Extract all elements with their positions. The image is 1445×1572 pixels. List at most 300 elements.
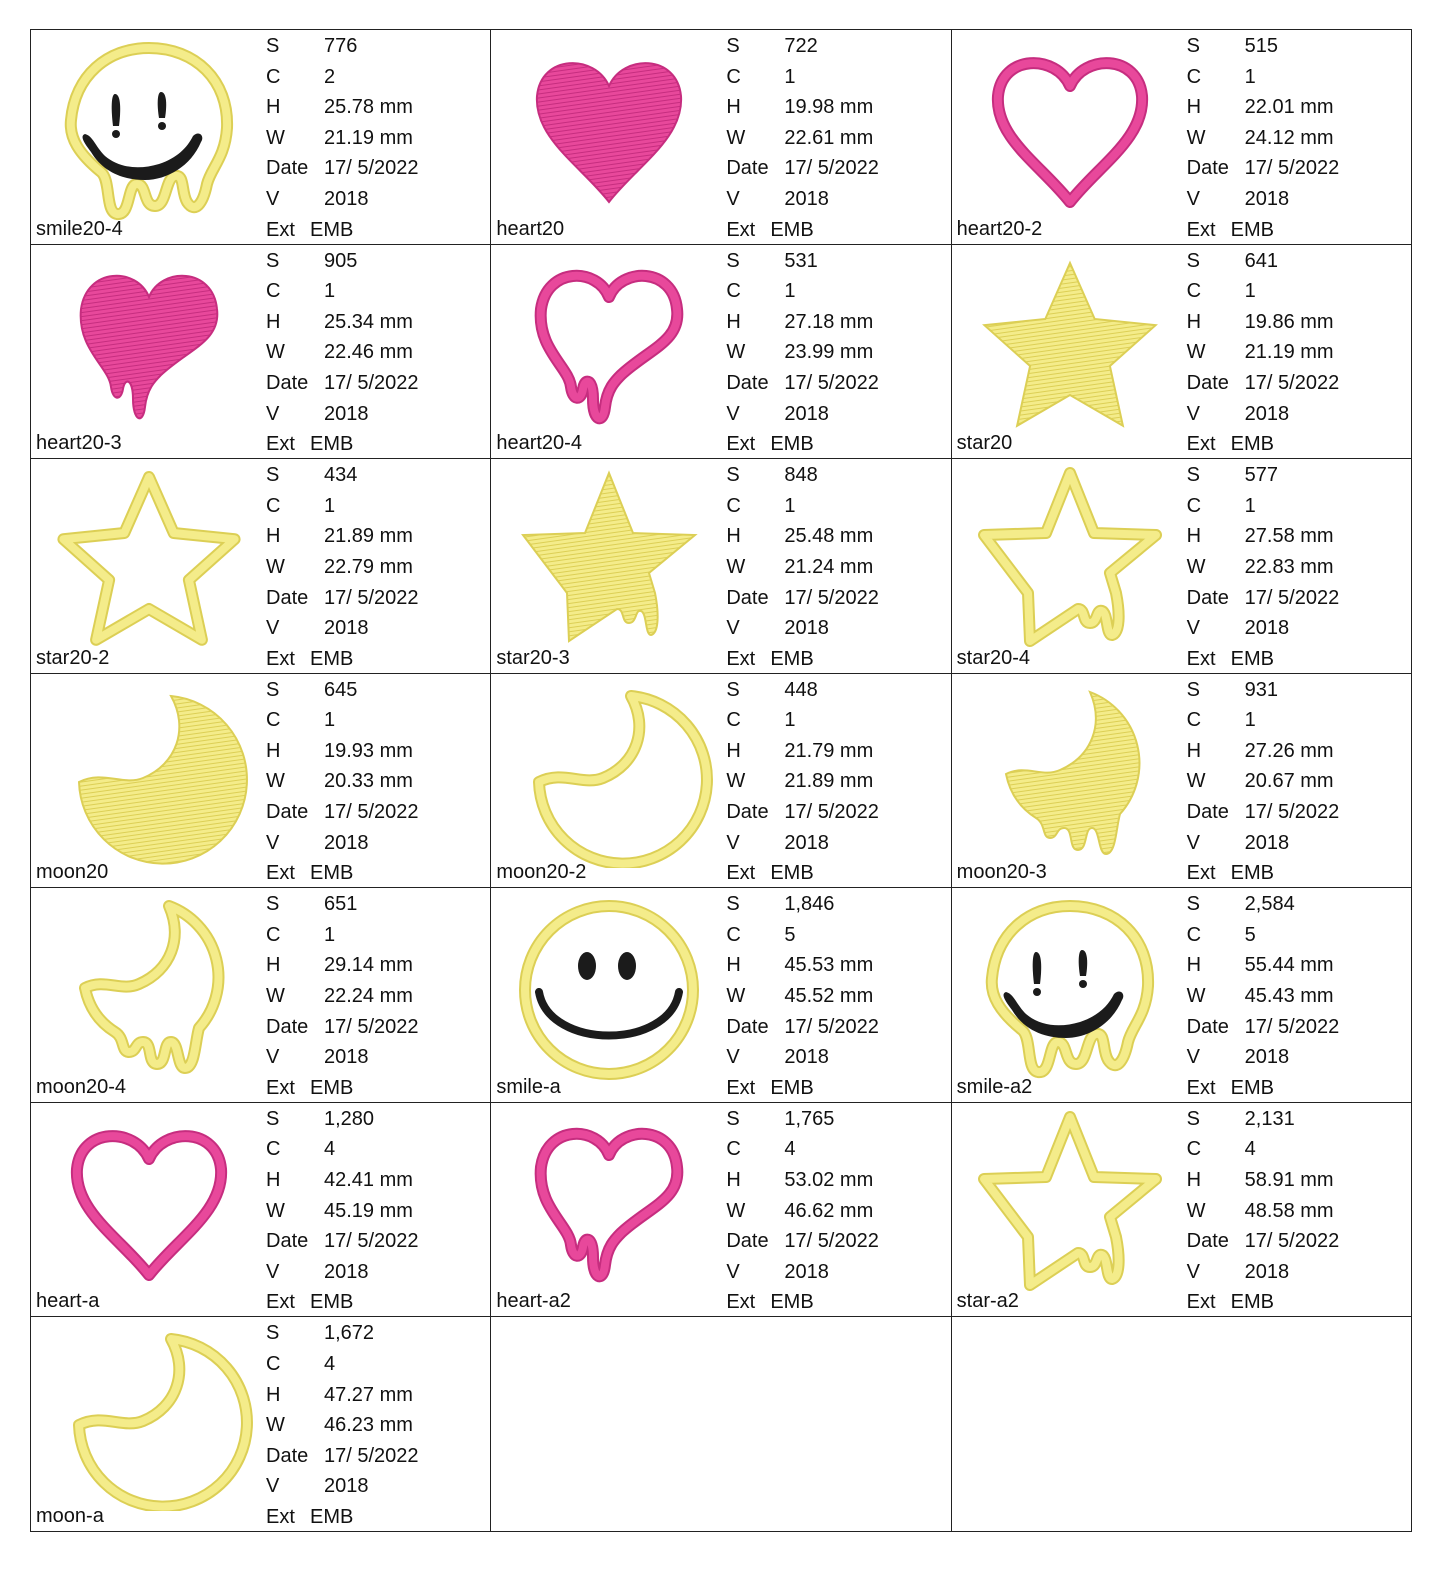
spec-label-c: C [266, 923, 281, 946]
spec-row-ext [726, 429, 879, 459]
spec-row-h [266, 521, 419, 552]
spec-value-date: 17/ 5/2022 [784, 157, 879, 180]
spec-label-s: S [1186, 1107, 1200, 1130]
spec-label-v: V [266, 1475, 280, 1498]
spec-row-ext [726, 858, 879, 888]
spec-label-s: S [726, 35, 740, 57]
spec-row-c [266, 276, 419, 307]
spec-row-date [726, 368, 879, 399]
spec-label-c: C [1186, 280, 1202, 303]
design-specs [266, 1104, 419, 1318]
spec-row-date [1187, 368, 1340, 399]
spec-label-ext: Ext [1186, 218, 1216, 241]
spec-value-s: 722 [784, 35, 818, 57]
heart-drip-outline-icon [503, 1107, 715, 1297]
spec-row-date [266, 153, 419, 184]
spec-value-v: 2018 [324, 1260, 369, 1283]
spec-value-w: 46.23 mm [324, 1414, 413, 1437]
spec-label-v: V [266, 831, 280, 854]
spec-value-w: 22.46 mm [324, 341, 413, 364]
spec-label-date: Date [1186, 157, 1229, 180]
spec-row-c [1187, 62, 1340, 93]
spec-label-date: Date [726, 157, 769, 180]
spec-label-v: V [726, 1260, 740, 1283]
spec-label-ext: Ext [266, 433, 295, 456]
spec-row-w [266, 1196, 419, 1227]
design-card [31, 245, 491, 460]
spec-row-date [726, 797, 879, 828]
spec-row-v [1187, 184, 1340, 215]
spec-row-c [726, 920, 879, 951]
spec-row-h [266, 736, 419, 767]
spec-row-date [266, 797, 419, 828]
design-filename: smile-a [496, 1075, 561, 1098]
spec-row-s [1187, 460, 1340, 491]
spec-row-ext [1187, 215, 1340, 245]
spec-label-v: V [266, 187, 280, 210]
spec-value-v: 2018 [784, 1046, 829, 1069]
spec-label-ext: Ext [1186, 647, 1216, 670]
spec-value-w: 21.89 mm [784, 770, 874, 793]
spec-row-date [1187, 797, 1340, 828]
spec-label-ext: Ext [1186, 1291, 1216, 1314]
spec-row-w [266, 766, 419, 797]
spec-row-v [1187, 828, 1340, 859]
spec-row-s [266, 246, 419, 277]
spec-value-ext: EMB [770, 647, 814, 670]
spec-row-v [266, 399, 419, 430]
spec-row-w [266, 981, 419, 1012]
spec-row-v [266, 1257, 419, 1288]
spec-label-w: W [726, 985, 746, 1008]
spec-label-c: C [266, 65, 281, 88]
spec-label-c: C [726, 65, 741, 88]
spec-label-c: C [726, 494, 741, 517]
spec-label-date: Date [1186, 1015, 1229, 1038]
design-specs [266, 1318, 419, 1532]
spec-label-h: H [726, 1169, 741, 1192]
heart-fill-icon [503, 34, 715, 224]
spec-row-c [726, 276, 879, 307]
spec-label-s: S [266, 1322, 280, 1345]
spec-row-s [726, 1104, 879, 1135]
spec-label-ext: Ext [726, 647, 756, 670]
spec-label-h: H [726, 310, 741, 333]
spec-value-w: 24.12 mm [1244, 126, 1334, 149]
spec-label-w: W [266, 770, 285, 793]
spec-row-w [266, 123, 419, 154]
spec-row-c [1187, 920, 1340, 951]
spec-value-w: 21.19 mm [324, 126, 413, 149]
spec-label-s: S [726, 464, 740, 487]
spec-label-w: W [726, 770, 746, 793]
spec-value-c: 1 [784, 494, 796, 517]
heart-drip-fill-icon [43, 249, 255, 439]
heart-drip-outline-icon [503, 249, 715, 439]
spec-value-v: 2018 [324, 617, 369, 640]
spec-row-w [726, 123, 879, 154]
spec-row-date [726, 1012, 879, 1043]
design-card [952, 674, 1412, 889]
spec-value-s: 577 [1244, 464, 1279, 487]
spec-row-ext [1187, 1073, 1340, 1103]
design-card [31, 1103, 491, 1318]
spec-value-c: 1 [1244, 709, 1256, 732]
spec-label-ext: Ext [726, 1291, 756, 1314]
spec-label-ext: Ext [266, 647, 295, 670]
smile-drip-icon [964, 892, 1176, 1082]
spec-value-w: 20.67 mm [1244, 770, 1334, 793]
spec-value-c: 4 [324, 1138, 336, 1161]
spec-label-date: Date [1186, 371, 1229, 394]
spec-value-v: 2018 [1244, 831, 1290, 854]
spec-value-date: 17/ 5/2022 [784, 371, 879, 394]
spec-value-s: 645 [324, 678, 358, 701]
spec-value-w: 22.61 mm [784, 126, 874, 149]
spec-value-ext: EMB [310, 1505, 354, 1528]
spec-value-c: 2 [324, 65, 336, 88]
spec-row-w [1187, 123, 1340, 154]
spec-row-w [1187, 337, 1340, 368]
spec-row-ext [266, 858, 419, 888]
spec-label-h: H [266, 525, 281, 548]
spec-value-s: 848 [784, 464, 818, 487]
spec-row-s [726, 460, 879, 491]
design-specs [726, 31, 879, 245]
moon-outline-icon [503, 678, 715, 868]
spec-row-v [266, 184, 419, 215]
spec-row-s [266, 31, 419, 62]
spec-value-ext: EMB [1230, 433, 1274, 456]
spec-value-w: 22.24 mm [324, 985, 413, 1008]
spec-label-ext: Ext [726, 1076, 756, 1099]
design-specs [266, 246, 419, 460]
design-filename: smile20-4 [36, 217, 123, 240]
spec-label-v: V [1186, 1260, 1200, 1283]
moon-drip-outline-icon [43, 892, 255, 1082]
design-filename: moon20-4 [36, 1075, 127, 1098]
spec-value-ext: EMB [310, 433, 354, 456]
spec-label-h: H [266, 310, 281, 333]
spec-label-w: W [726, 1199, 746, 1222]
spec-label-w: W [1186, 341, 1206, 364]
empty-cell [491, 1317, 951, 1532]
spec-row-h [266, 1380, 419, 1411]
spec-label-ext: Ext [1186, 862, 1216, 885]
spec-row-h [1187, 92, 1340, 123]
spec-value-date: 17/ 5/2022 [324, 801, 419, 824]
spec-label-ext: Ext [266, 862, 295, 885]
spec-value-date: 17/ 5/2022 [784, 1230, 879, 1253]
spec-row-date [1187, 153, 1340, 184]
spec-value-v: 2018 [1244, 1046, 1290, 1069]
spec-value-h: 22.01 mm [1244, 96, 1334, 119]
spec-label-h: H [726, 954, 741, 977]
star-outline-icon [43, 463, 255, 653]
spec-row-date [1187, 583, 1340, 614]
spec-label-date: Date [266, 1444, 309, 1467]
spec-label-ext: Ext [266, 1291, 295, 1314]
design-specs [266, 460, 419, 674]
design-catalog-grid [30, 29, 1412, 1532]
spec-value-w: 21.19 mm [1244, 341, 1334, 364]
spec-value-ext: EMB [310, 1291, 354, 1314]
spec-row-date [266, 1226, 419, 1257]
spec-label-v: V [1186, 1046, 1200, 1069]
spec-value-c: 1 [324, 923, 336, 946]
spec-row-w [726, 1196, 879, 1227]
spec-label-w: W [1186, 770, 1206, 793]
design-specs [1187, 460, 1340, 674]
spec-value-h: 47.27 mm [324, 1383, 413, 1406]
spec-value-w: 23.99 mm [784, 341, 874, 364]
spec-value-h: 25.34 mm [324, 310, 413, 333]
spec-row-ext [266, 215, 419, 245]
spec-label-h: H [726, 525, 741, 548]
spec-label-c: C [266, 494, 281, 517]
spec-label-date: Date [1186, 586, 1229, 609]
spec-label-s: S [266, 464, 280, 487]
spec-row-c [1187, 1134, 1340, 1165]
spec-value-v: 2018 [1244, 402, 1290, 425]
spec-label-w: W [1186, 555, 1206, 578]
spec-value-w: 45.43 mm [1244, 985, 1334, 1008]
design-filename: star20 [956, 432, 1013, 455]
design-card [31, 459, 491, 674]
spec-label-w: W [726, 555, 746, 578]
spec-value-s: 2,131 [1244, 1107, 1295, 1130]
spec-row-v [266, 828, 419, 859]
spec-value-c: 1 [784, 709, 796, 732]
spec-value-c: 1 [1244, 280, 1256, 303]
spec-row-c [266, 705, 419, 736]
spec-row-ext [1187, 1287, 1340, 1317]
spec-value-s: 1,280 [324, 1107, 375, 1130]
spec-row-h [726, 950, 879, 981]
spec-row-c [726, 491, 879, 522]
design-filename: heart-a2 [496, 1290, 571, 1313]
spec-row-w [726, 552, 879, 583]
spec-row-s [266, 460, 419, 491]
spec-row-h [726, 521, 879, 552]
spec-label-s: S [1186, 464, 1200, 487]
design-filename: star20-3 [496, 646, 570, 669]
design-filename: star20-4 [956, 646, 1031, 669]
spec-label-v: V [266, 1046, 280, 1069]
spec-row-s [1187, 246, 1340, 277]
spec-value-v: 2018 [784, 1260, 829, 1283]
spec-value-ext: EMB [770, 1076, 814, 1099]
spec-row-s [726, 246, 879, 277]
spec-value-h: 19.86 mm [1244, 310, 1334, 333]
moon-fill-icon [43, 678, 255, 868]
spec-value-w: 20.33 mm [324, 770, 413, 793]
spec-row-c [726, 62, 879, 93]
design-card [491, 1103, 951, 1318]
spec-value-date: 17/ 5/2022 [1244, 801, 1340, 824]
spec-value-s: 434 [324, 464, 358, 487]
spec-row-c [266, 1349, 419, 1380]
spec-row-date [266, 368, 419, 399]
spec-value-h: 19.93 mm [324, 739, 413, 762]
design-specs [1187, 675, 1340, 889]
spec-label-w: W [266, 341, 285, 364]
spec-label-h: H [1186, 525, 1202, 548]
spec-row-date [726, 153, 879, 184]
spec-value-ext: EMB [1230, 1076, 1274, 1099]
spec-value-v: 2018 [784, 831, 829, 854]
spec-value-s: 1,765 [784, 1107, 835, 1130]
design-filename: moon20-3 [956, 861, 1047, 884]
spec-label-v: V [266, 617, 280, 640]
spec-row-ext [1187, 644, 1340, 674]
spec-value-c: 4 [324, 1353, 336, 1376]
spec-value-date: 17/ 5/2022 [1244, 157, 1340, 180]
spec-value-v: 2018 [1244, 617, 1290, 640]
spec-value-v: 2018 [324, 402, 369, 425]
spec-row-h [1187, 521, 1340, 552]
spec-label-c: C [266, 709, 281, 732]
spec-value-w: 22.83 mm [1244, 555, 1334, 578]
spec-row-h [266, 950, 419, 981]
spec-label-v: V [1186, 402, 1200, 425]
spec-label-s: S [266, 893, 280, 916]
design-card [491, 30, 951, 245]
spec-value-h: 58.91 mm [1244, 1169, 1334, 1192]
spec-value-date: 17/ 5/2022 [784, 1015, 879, 1038]
spec-label-w: W [266, 985, 285, 1008]
design-card [491, 674, 951, 889]
design-specs [1187, 31, 1340, 245]
moon-outline-icon [43, 1321, 255, 1511]
spec-value-ext: EMB [310, 647, 354, 670]
spec-row-h [726, 1165, 879, 1196]
spec-row-date [726, 583, 879, 614]
spec-value-h: 55.44 mm [1244, 954, 1334, 977]
star-drip-outline-icon [964, 463, 1176, 653]
spec-row-v [1187, 1257, 1340, 1288]
spec-label-s: S [1186, 35, 1200, 57]
spec-value-h: 27.58 mm [1244, 525, 1334, 548]
spec-label-ext: Ext [726, 218, 756, 241]
spec-value-w: 45.19 mm [324, 1199, 413, 1222]
spec-label-s: S [726, 1107, 740, 1130]
spec-label-ext: Ext [1186, 1076, 1216, 1099]
design-specs [1187, 246, 1340, 460]
spec-label-w: W [266, 1199, 285, 1222]
spec-value-date: 17/ 5/2022 [324, 1230, 419, 1253]
design-card [31, 674, 491, 889]
spec-label-v: V [726, 831, 740, 854]
spec-label-w: W [1186, 985, 1206, 1008]
spec-label-h: H [1186, 739, 1202, 762]
spec-row-h [726, 736, 879, 767]
spec-label-w: W [1186, 1199, 1206, 1222]
spec-label-c: C [1186, 494, 1202, 517]
star-drip-outline-icon [964, 1107, 1176, 1297]
spec-value-c: 5 [784, 923, 796, 946]
spec-row-v [726, 828, 879, 859]
spec-label-v: V [726, 617, 740, 640]
spec-row-v [1187, 613, 1340, 644]
spec-value-v: 2018 [1244, 1260, 1290, 1283]
spec-value-s: 776 [324, 35, 358, 57]
spec-label-c: C [266, 1353, 281, 1376]
spec-row-v [1187, 1042, 1340, 1073]
spec-value-w: 45.52 mm [784, 985, 874, 1008]
spec-row-c [266, 920, 419, 951]
spec-value-s: 531 [784, 249, 818, 272]
heart-outline-icon [964, 34, 1176, 224]
spec-label-s: S [726, 893, 740, 916]
spec-value-h: 21.89 mm [324, 525, 413, 548]
spec-label-c: C [1186, 923, 1202, 946]
spec-label-h: H [726, 96, 741, 119]
spec-value-v: 2018 [784, 617, 829, 640]
spec-value-c: 5 [1244, 923, 1256, 946]
spec-row-s [266, 675, 419, 706]
spec-value-w: 21.24 mm [784, 555, 874, 578]
spec-label-w: W [726, 126, 746, 149]
spec-value-ext: EMB [1230, 1291, 1274, 1314]
spec-label-date: Date [266, 801, 309, 824]
spec-row-c [726, 1134, 879, 1165]
spec-row-s [726, 889, 879, 920]
spec-row-w [1187, 552, 1340, 583]
spec-value-w: 22.79 mm [324, 555, 413, 578]
spec-value-c: 4 [784, 1138, 796, 1161]
spec-row-s [726, 675, 879, 706]
spec-row-w [266, 1410, 419, 1441]
design-specs [1187, 889, 1340, 1103]
spec-label-h: H [266, 739, 281, 762]
spec-label-date: Date [1186, 801, 1229, 824]
spec-value-v: 2018 [324, 187, 369, 210]
empty-cell [952, 1317, 1412, 1532]
spec-value-h: 27.26 mm [1244, 739, 1334, 762]
design-card [491, 459, 951, 674]
spec-row-date [266, 583, 419, 614]
spec-label-s: S [1186, 678, 1200, 701]
spec-label-c: C [266, 1138, 281, 1161]
spec-label-s: S [266, 249, 280, 272]
spec-value-h: 25.48 mm [784, 525, 874, 548]
spec-label-ext: Ext [266, 1076, 295, 1099]
spec-value-c: 1 [324, 280, 336, 303]
spec-value-date: 17/ 5/2022 [1244, 371, 1340, 394]
spec-label-c: C [1186, 65, 1202, 88]
design-filename: star20-2 [36, 646, 110, 669]
spec-label-h: H [266, 1383, 281, 1406]
spec-value-s: 1,672 [324, 1322, 375, 1345]
spec-label-v: V [1186, 617, 1200, 640]
spec-row-date [266, 1012, 419, 1043]
spec-label-w: W [266, 126, 285, 149]
spec-label-date: Date [726, 1230, 769, 1253]
spec-label-s: S [266, 1107, 280, 1130]
design-filename: heart20-2 [956, 217, 1043, 240]
design-filename: star-a2 [956, 1290, 1019, 1313]
spec-label-ext: Ext [1186, 433, 1216, 456]
smile-icon [503, 892, 715, 1082]
spec-row-s [1187, 1104, 1340, 1135]
spec-value-s: 931 [1244, 678, 1279, 701]
spec-value-date: 17/ 5/2022 [1244, 586, 1340, 609]
spec-row-w [1187, 981, 1340, 1012]
spec-row-s [1187, 31, 1340, 62]
spec-label-h: H [266, 96, 281, 119]
spec-row-w [726, 337, 879, 368]
